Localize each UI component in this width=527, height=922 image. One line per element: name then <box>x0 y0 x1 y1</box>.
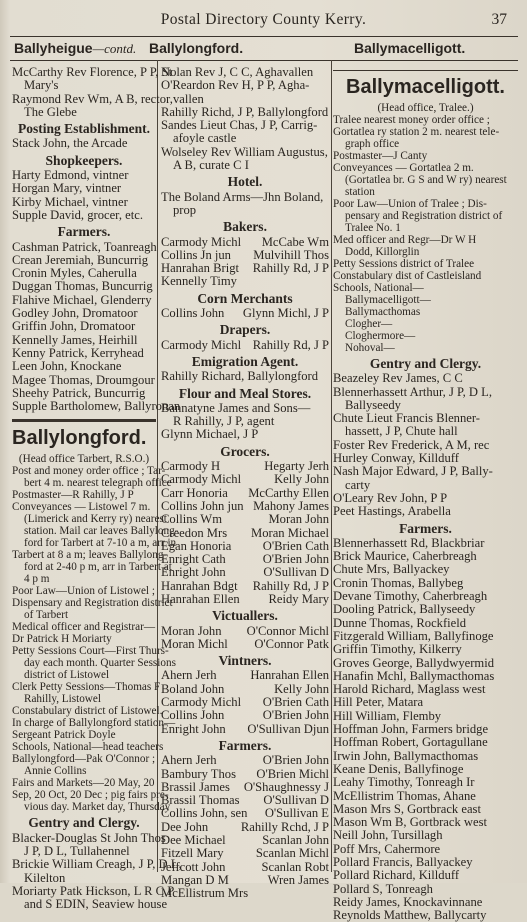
directory-entry: Blennerhassett Rd, Blackbriar <box>333 535 485 550</box>
entry-row <box>161 513 329 526</box>
entry-left: Enright John <box>161 565 226 580</box>
entry-row <box>161 339 329 352</box>
section-heading: Hotel. <box>227 174 263 190</box>
entry-row <box>161 821 329 834</box>
entry-row <box>161 473 329 486</box>
directory-entry: Conveyances — Listowel 7 m. <box>12 501 151 514</box>
directory-entry: station <box>345 186 375 198</box>
section-heading: Farmers. <box>218 737 272 753</box>
entry-left: Brassil James <box>161 779 230 794</box>
running-header <box>0 10 527 32</box>
directory-entry: Conveyances — Gortatlea 2 m. <box>333 162 474 174</box>
directory-entry: Griffin Timothy, Kilkerry <box>333 642 462 657</box>
directory-entry: station. Mail car leaves Ballylong- <box>24 525 179 538</box>
entry-row <box>161 307 329 320</box>
entry-row <box>161 847 329 860</box>
directory-entry: Dunne Thomas, Rockfield <box>333 615 467 630</box>
column-right <box>333 66 518 922</box>
entry-left: Carr Honoria <box>161 485 228 500</box>
directory-entry: A B, curate C I <box>173 158 249 173</box>
directory-entry: Supple Bartholomew, Ballyronan <box>12 399 181 414</box>
head-office-note: (Head office, Tralee.) <box>377 102 474 114</box>
directory-entry: Glynn Michael, J P <box>161 427 259 442</box>
directory-entry: Tralee No. 1 <box>345 222 401 234</box>
directory-entry: McCarthy Rev Florence, P P, St <box>12 65 173 79</box>
directory-entry: Rahilly, Listowel <box>24 693 101 706</box>
directory-entry: and S EDIN, Seaview house <box>24 897 168 912</box>
entry-right: O'Brien Michl <box>256 766 329 781</box>
entry-right: O'Brien John <box>262 552 329 567</box>
directory-entry: Neill John, Tursillagh <box>333 828 443 843</box>
entry-right: O'Brien Cath <box>262 695 329 710</box>
entry-row <box>161 754 329 767</box>
directory-entry: Leahy Timothy, Tonreagh Ir <box>333 775 475 790</box>
directory-entry: day each month. Quarter Sessions <box>24 657 176 670</box>
entry-right: Moran John <box>268 512 329 527</box>
entry-right: Mulvihill Thos <box>253 247 329 262</box>
entry-right: O'Connor Michl <box>246 623 329 638</box>
entry-right: Scanlan John <box>262 833 329 848</box>
entry-row <box>161 275 329 288</box>
directory-entry: Hurley Conway, Killduff <box>333 451 459 466</box>
band-right: Ballymacelligott. <box>354 40 466 56</box>
directory-entry: vious day. Market day, Thursday <box>24 801 171 814</box>
entry-left: Brassil Thomas <box>161 793 240 808</box>
directory-entry: Postmaster—R Rahilly, J P <box>12 489 134 502</box>
entry-row <box>161 625 329 638</box>
entry-row <box>161 566 329 579</box>
entry-right: O'Brien John <box>262 708 329 723</box>
entry-left: Carmody Michl <box>161 472 242 487</box>
directory-entry: Moriarty Patk Hickson, L R C P <box>12 883 175 898</box>
entry-row <box>161 487 329 500</box>
directory-entry: Cashman Patrick, Toanreagh <box>12 239 157 254</box>
entry-row <box>161 834 329 847</box>
entry-right: McCabe Wm <box>261 234 329 249</box>
entry-row <box>161 781 329 794</box>
section-heading: Drapers. <box>219 322 271 338</box>
entry-right: O'Sullivan D <box>263 793 329 808</box>
directory-entry: Harty Edmond, vintner <box>12 168 129 183</box>
directory-entry: Cloghermore— <box>345 330 416 342</box>
directory-entry: Fitzgerald William, Ballyfinoge <box>333 628 494 643</box>
directory-entry: Hanafin Mchl, Ballymacthomas <box>333 668 495 683</box>
entry-right: Rahilly Rd, J P <box>252 578 329 593</box>
directory-entry: Dr Patrick H Moriarty <box>12 633 112 646</box>
directory-entry: ford at 2-40 p m, arr in Tarbert at <box>24 561 172 574</box>
entry-left: Enright Cath <box>161 552 226 567</box>
column-left <box>12 65 182 912</box>
entry-left: Hanrahan Ellen <box>161 591 240 606</box>
directory-entry: (Gortatlea br. G S and W ry) nearest <box>345 174 507 186</box>
entry-row <box>161 553 329 566</box>
directory-entry: Griffin John, Dromatoor <box>12 319 136 334</box>
directory-entry: Nohoval— <box>345 342 395 354</box>
column-middle <box>161 66 329 901</box>
section-heading: Victuallers. <box>212 608 278 624</box>
entry-row <box>161 540 329 553</box>
section-heading: Gentry and Clergy. <box>28 815 140 831</box>
directory-entry: Poff Mrs, Cahermore <box>333 841 441 856</box>
directory-entry: graph office <box>345 138 400 150</box>
directory-entry: Peet Hastings, Arabella <box>333 504 451 519</box>
directory-entry: Cronin Myles, Caherulla <box>12 266 137 281</box>
directory-entry: Ballylongford—Pak O'Connor ; <box>12 753 156 766</box>
directory-entry: Sergeant Patrick Doyle <box>12 729 116 742</box>
section-heading: Farmers. <box>399 520 452 536</box>
directory-entry: Constabulary dist of Castleisland <box>333 270 482 282</box>
entry-left: Moran Michl <box>161 636 228 651</box>
entry-right: Moran Michael <box>251 525 329 540</box>
section-heading: Farmers. <box>57 224 111 240</box>
directory-entry: Bannatyne James and Sons— <box>161 400 311 415</box>
directory-entry: Crean Jeremiah, Buncurrig <box>12 252 149 267</box>
directory-entry: prop <box>173 202 197 217</box>
band-left-name: Ballyheigue <box>14 40 93 56</box>
directory-entry: Brickie William Creagh, J P, D L, <box>12 857 182 872</box>
directory-entry: Duggan Thomas, Buncurrig <box>12 279 153 294</box>
entry-left: Hanrahan Brigt <box>161 261 239 276</box>
entry-right: Glynn Michl, J P <box>242 306 329 321</box>
directory-entry: Chute Lieut Francis Blenner- <box>333 411 480 426</box>
entry-left: Collins John <box>161 708 225 723</box>
directory-entry: Harold Richard, Maglass west <box>333 682 486 697</box>
directory-entry: Blacker-Douglas St John Thos <box>12 830 166 845</box>
entry-row <box>161 669 329 682</box>
directory-entry: The Boland Arms—Jhn Boland, <box>161 189 324 204</box>
section-band <box>10 37 518 60</box>
directory-entry: Ballymacelligott— <box>345 294 431 306</box>
entry-row <box>161 807 329 820</box>
directory-entry: The Glebe <box>24 104 77 119</box>
entry-left: Dee Michael <box>161 833 226 848</box>
entry-right: O'Sullivan Djun <box>247 721 329 736</box>
section-heading: Posting Establishment. <box>17 121 151 137</box>
directory-entry: Mary's <box>24 78 59 93</box>
entry-row <box>161 236 329 249</box>
entry-right: Rahilly Rd, J P <box>252 261 329 276</box>
directory-entry: Rahilly Richard, Ballylongford <box>161 369 319 384</box>
directory-entry: Mason Mrs S, Gortbrack east <box>333 801 481 816</box>
directory-entry: Dooling Patrick, Ballyseedy <box>333 602 476 617</box>
directory-entry: Pollard Richard, Killduff <box>333 868 460 883</box>
directory-entry: Godley John, Dromatoor <box>12 306 138 321</box>
directory-entry: afoyle castle <box>173 131 237 146</box>
directory-entry: Kilelton <box>24 870 66 885</box>
directory-entry: Blennerhassett Arthur, J P, D L, <box>333 384 493 399</box>
entry-left: Enright John <box>161 721 226 736</box>
directory-entry: 4 p m <box>24 573 50 586</box>
entry-left: Boland John <box>161 681 225 696</box>
directory-entry: Petty Sessions district of Tralee <box>333 258 475 270</box>
directory-entry: Kennelly James, Heirhill <box>12 332 138 347</box>
entry-left: Collins John <box>161 306 225 321</box>
section-rule <box>333 70 518 71</box>
entry-right: O'Connor Patk <box>254 636 329 651</box>
directory-entry: Raymond Rev Wm, A B, rector, <box>12 91 173 106</box>
directory-entry: ford for Tarbert at 7-10 a m, arr in <box>24 537 177 550</box>
directory-entry: Hill William, Flemby <box>333 708 442 723</box>
directory-entry: Supple David, grocer, etc. <box>12 207 143 222</box>
directory-entry: Fairs and Markets—20 May, 20 <box>12 777 155 790</box>
directory-entry: Mason Wm B, Gortbrack west <box>333 815 488 830</box>
directory-entry: Petty Sessions Court—First Thurs- <box>12 645 169 658</box>
column-divider-2 <box>331 60 332 872</box>
directory-entry: pensary and Registration district of <box>345 210 503 222</box>
directory-entry: In charge of Ballylongford station— <box>12 717 176 730</box>
entry-left: Collins John, sen <box>161 806 248 821</box>
entry-row <box>161 887 329 900</box>
entry-row <box>161 249 329 262</box>
entry-row <box>161 683 329 696</box>
directory-entry: Reynolds Matthew, Ballycarty <box>333 908 487 922</box>
page-title: Postal Directory County Kerry. <box>160 11 367 28</box>
entry-right: O'Brien John <box>262 753 329 768</box>
entry-right: Mahony James <box>253 498 329 513</box>
entry-row <box>161 593 329 606</box>
entry-row <box>161 262 329 275</box>
directory-entry: Schools, National—head teachers <box>12 741 164 754</box>
entry-right: McCarthy Ellen <box>248 485 329 500</box>
entry-left: Carmody Michl <box>161 695 242 710</box>
directory-entry: Gortatlea ry station 2 m. nearest tele- <box>333 126 500 138</box>
directory-entry: Ballyseedy <box>345 397 401 412</box>
entry-left: Carmody H <box>161 459 221 474</box>
directory-entry: Kenny Patrick, Kerryhead <box>12 345 144 360</box>
band-left-contd: —contd. <box>92 41 137 56</box>
page-number: 37 <box>491 11 507 28</box>
entry-left: Mangan D M <box>161 872 229 887</box>
directory-entry: Beazeley Rev James, C C <box>333 371 463 386</box>
entry-left: Collins Wm <box>161 512 222 527</box>
directory-entry: Magee Thomas, Droumgour <box>12 372 155 387</box>
directory-entry: Horgan Mary, vintner <box>12 181 122 196</box>
directory-entry: Irwin John, Ballymacthomas <box>333 748 479 763</box>
entry-row <box>161 723 329 736</box>
entry-left: Carmody Michl <box>161 234 242 249</box>
directory-entry: Med officer and Regr—Dr W H <box>333 234 477 246</box>
directory-entry: Postmaster—J Canty <box>333 150 428 162</box>
entry-right: Hegarty Jerh <box>264 459 329 474</box>
entry-left: Carmody Michl <box>161 337 242 352</box>
band-center: Ballylongford. <box>149 40 244 56</box>
directory-entry: Constabulary district of Listowel. <box>12 705 163 718</box>
directory-entry: Schools, National— <box>333 282 424 294</box>
directory-entry: Sep, 20 Oct, 20 Dec ; pig fairs pre- <box>12 789 169 802</box>
entry-right: Scanlan Robt <box>261 859 329 874</box>
entry-row <box>161 768 329 781</box>
directory-entry: Leen John, Knockane <box>12 359 122 374</box>
section-heading: Vintners. <box>218 653 272 669</box>
entry-left: Collins John jun <box>161 498 244 513</box>
entry-left: Dee John <box>161 819 209 834</box>
entry-row <box>161 527 329 540</box>
entry-right: Wren James <box>267 872 329 887</box>
section-rule <box>12 419 156 422</box>
entry-left: Hanrahan Bdgt <box>161 578 238 593</box>
entry-left: Kennelly Timy <box>161 274 237 289</box>
entry-left: Moran John <box>161 623 222 638</box>
section-heading: Flour and Meal Stores. <box>178 385 312 401</box>
entry-left: Fitzell Mary <box>161 846 224 861</box>
entry-row <box>161 460 329 473</box>
directory-entry: Keane Denis, Ballyfinoge <box>333 761 464 776</box>
entry-left: Bambury Thos <box>161 766 236 781</box>
directory-entry: vallen <box>173 91 204 106</box>
section-heading: Shopkeepers. <box>45 152 123 168</box>
section-heading: Gentry and Clergy. <box>369 356 482 371</box>
directory-entry: Sandes Lieut Chas, J P, Carrig- <box>161 118 318 133</box>
directory-entry: Tralee nearest money order office ; <box>333 114 490 126</box>
directory-entry: Kirby Michael, vintner <box>12 194 128 209</box>
directory-entry: R Rahilly, J P, agent <box>173 414 275 429</box>
directory-entry: district of Listowel <box>24 669 110 682</box>
entry-left: Ahern Jerh <box>161 668 217 683</box>
directory-entry: Stack John, the Arcade <box>12 136 128 151</box>
directory-entry: Dodd, Killorglin <box>345 246 420 258</box>
entry-right: Rahilly Rchd, J P <box>240 819 329 834</box>
town-heading: Ballymacelligott. <box>346 76 505 98</box>
directory-entry: Hoffman Robert, Gortagullane <box>333 735 488 750</box>
entry-row <box>161 709 329 722</box>
entry-right: Rahilly Rd, J P <box>252 337 329 352</box>
directory-entry: bert 4 m. nearest telegraph office <box>24 477 172 490</box>
directory-entry: Devane Timothy, Caherbreagh <box>333 589 488 604</box>
head-office-note: (Head office Tarbert, R.S.O.) <box>18 453 150 466</box>
entry-row <box>161 500 329 513</box>
entry-right: O'Brien Cath <box>262 538 329 553</box>
directory-entry: Wolseley Rev William Augustus, <box>161 144 328 159</box>
directory-entry: Flahive Michael, Glenderry <box>12 292 152 307</box>
entry-row <box>161 861 329 874</box>
directory-entry: Annie Collins <box>24 765 87 778</box>
section-heading: Bakers. <box>223 219 267 235</box>
directory-entry: Poor Law—Union of Listowel ; <box>12 585 155 598</box>
directory-entry: Ballymacthomas <box>345 306 421 318</box>
entry-left: Collins Jn jun <box>161 247 231 262</box>
entry-left: Ahern Jerh <box>161 753 217 768</box>
directory-entry: Tarbert at 8 a m; leaves Ballylong- <box>12 549 168 562</box>
directory-entry: Pollard S, Tonreagh <box>333 881 433 896</box>
entry-row <box>161 638 329 651</box>
directory-entry: Hoffman John, Farmers bridge <box>333 722 489 737</box>
entry-right: O'Sullivan D <box>263 565 329 580</box>
directory-entry: carty <box>345 477 371 492</box>
directory-entry: Pollard Francis, Ballyackey <box>333 854 473 869</box>
entry-right: Kelly John <box>274 681 329 696</box>
directory-entry: O'Reardon Rev H, P P, Agha- <box>161 78 310 93</box>
directory-entry: Groves George, Ballydwyermid <box>333 655 495 670</box>
entry-right: Hanrahan Ellen <box>250 668 329 683</box>
town-heading: Ballylongford. <box>12 427 147 450</box>
section-heading: Emigration Agent. <box>191 353 299 369</box>
directory-entry: O'Leary Rev John, P P <box>333 490 448 505</box>
section-heading: Grocers. <box>220 443 270 459</box>
entry-left: Egan Honoria <box>161 538 232 553</box>
entry-right: Kelly John <box>274 472 329 487</box>
entry-row <box>161 874 329 887</box>
directory-entry: J P, D L, Tullahennel <box>24 844 130 859</box>
directory-entry: Cronin Thomas, Ballybeg <box>333 575 464 590</box>
band-left <box>14 40 136 57</box>
header-rule-bottom <box>10 60 518 61</box>
directory-entry: Nash Major Edward, J P, Bally- <box>333 464 493 479</box>
directory-entry: hassett, J P, Chute hall <box>345 424 458 439</box>
entry-right: Reidy Mary <box>268 591 329 606</box>
entry-left: McEllistrum Mrs <box>161 886 249 901</box>
section-heading: Corn Merchants <box>197 290 293 306</box>
entry-right: O'Sullivan E <box>264 806 329 821</box>
directory-entry: Reidy James, Knockavinnane <box>333 894 483 909</box>
directory-entry: Brick Maurice, Caherbreagh <box>333 549 477 564</box>
directory-entry: McEllistrim Thomas, Ahane <box>333 788 476 803</box>
directory-entry: Chute Mrs, Ballyackey <box>333 562 450 577</box>
directory-entry: of Tarbert <box>24 609 69 622</box>
directory-entry: Poor Law—Union of Tralee ; Dis- <box>333 198 487 210</box>
directory-entry: Clogher— <box>345 318 393 330</box>
entry-left: Jeffcott John <box>161 859 226 874</box>
entry-right: O'Shaughnessy J <box>243 779 329 794</box>
directory-entry: Sheehy Patrick, Buncurrig <box>12 385 146 400</box>
entry-left: Creedon Mrs <box>161 525 228 540</box>
directory-entry: Foster Rev Frederick, A M, rec <box>333 437 490 452</box>
directory-entry: Dispensary and Registration district <box>12 597 173 610</box>
entry-row <box>161 794 329 807</box>
directory-entry: Nolan Rev J, C C, Aghavallen <box>161 65 314 79</box>
directory-entry: (Limerick and Kerry ry) nearest <box>24 513 167 526</box>
directory-entry: Post and money order office ; Tar- <box>12 465 166 478</box>
directory-entry: Clerk Petty Sessions—Thomas F <box>12 681 161 694</box>
directory-entry: Medical officer and Registrar— <box>12 621 156 634</box>
entry-row <box>161 696 329 709</box>
entry-right: Scanlan Michl <box>255 846 329 861</box>
entry-row <box>161 580 329 593</box>
directory-entry: Rahilly Richd, J P, Ballylongford <box>161 104 329 119</box>
directory-entry: Hill Peter, Matara <box>333 695 424 710</box>
